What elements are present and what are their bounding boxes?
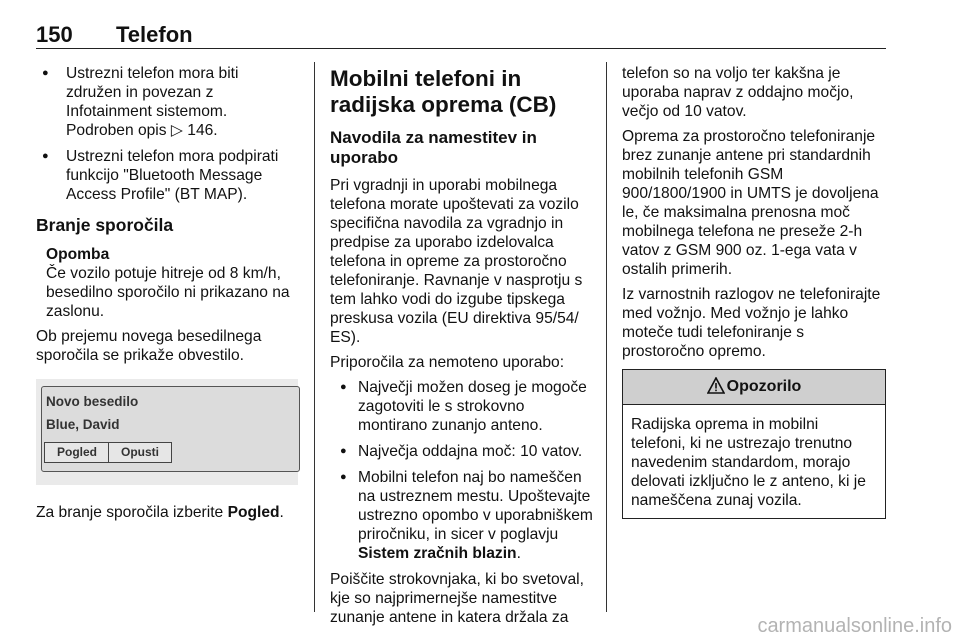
- paragraph: Priporočila za nemoteno uporabo:: [330, 354, 565, 371]
- subsection-heading: Navodila za namestitev in uporabo: [330, 128, 537, 167]
- column-divider-2: [606, 62, 607, 612]
- warning-header: [623, 370, 885, 405]
- section-heading: Branje sporočila: [36, 215, 174, 235]
- column-3: [622, 64, 886, 519]
- view-button[interactable]: Pogled: [44, 442, 110, 463]
- paragraph: telefon so na voljo ter kakšna je uporaba naprav z oddajno močjo, večjo od 10 vatov.: [622, 65, 854, 120]
- page-ref: 146.: [187, 122, 218, 139]
- bullet-item: ● Največja oddajna moč: 10 vatov.: [330, 442, 594, 461]
- paragraph: Oprema za prostoročno telefoniranje brez zunanje antene pri standardnih mobilnih telefonih GSM 900/1800/1900 in UMTS je dovoljena le, če maksimalna prenosna moč mobilnega telefona ne preseže 2-h vatov z GSM 900 oz. 1-ega vata v ostalih primerih.: [622, 128, 879, 278]
- page-header: [36, 16, 886, 49]
- warning-title: Opozorilo: [726, 378, 802, 395]
- arrow-ref-icon: ▷: [170, 122, 183, 139]
- chapter-title: Telefon: [116, 22, 193, 47]
- popup-title: Novo besedilo: [46, 394, 139, 409]
- column-divider-1: [314, 62, 315, 612]
- bullet-item: ● Mobilni telefon naj bo nameščen na ustreznem mestu. Upoštevajte ustrezno opombo v uporabniškem priročniku, in sicer v poglavju Sistem zračnih blazin.: [330, 468, 594, 563]
- column-1: [36, 64, 298, 528]
- column-2: [330, 64, 594, 633]
- warning-box: [622, 369, 886, 519]
- paragraph: Poiščite strokovnjaka, ki bo svetoval, kje so najprimernejše namestitve zunanje antene in katera držala za: [330, 571, 584, 626]
- note-box: [36, 245, 298, 321]
- warning-icon: [707, 373, 725, 407]
- note-text: Če vozilo potuje hitreje od 8 km/h, besedilno sporočilo ni prikazano na zaslonu.: [46, 265, 290, 320]
- bullet-item: ● Največji možen doseg je mogoče zagotoviti le s strokovno montirano zunanjo anteno.: [330, 378, 594, 435]
- paragraph: Pri vgradnji in uporabi mobilnega telefona morate upoštevati za vozilo specifična navodila za vgradnjo in predpise za uporabo izdelovalca telefona in opreme za prostoročno telefoniranje. Ravnanje v nasprotju s tem lahko vodi do izgube tipskega preskusa vozila (EU direktiva 95/54/ ES).: [330, 177, 583, 346]
- paragraph: Iz varnostnih razlogov ne telefonirajte med vožnjo. Med vožnjo je lahko moteče tudi telefoniranje s prostoročno opremo.: [622, 286, 881, 360]
- paragraph: Ob prejemu novega besedilnega sporočila se prikaže obvestilo.: [36, 328, 262, 364]
- section-heading: Mobilni telefoni in radijska oprema (CB): [330, 66, 557, 117]
- watermark: carmanualsonline.info: [757, 615, 952, 637]
- popup-sender: Blue, David: [46, 417, 120, 432]
- display-screenshot: [36, 379, 298, 485]
- warning-text: Radijska oprema in mobilni telefoni, ki ne ustrezajo trenutno navedenim standardom, morajo delovati izključno le z anteno, ki je nameščena zunaj vozila.: [631, 416, 866, 509]
- note-title: Opomba: [46, 246, 110, 263]
- dismiss-button[interactable]: Opusti: [108, 442, 172, 463]
- page-number: 150: [36, 22, 73, 47]
- message-popup: [41, 386, 300, 472]
- bullet-item: ● Ustrezni telefon mora biti združen in povezan z Infotainment sistemom. Podroben opis ▷ 146.: [36, 64, 298, 140]
- bullet-item: ● Ustrezni telefon mora podpirati funkcijo "Bluetooth Message Access Profile" (BT MAP).: [36, 147, 298, 204]
- paragraph: Za branje sporočila izberite Pogled.: [36, 504, 284, 521]
